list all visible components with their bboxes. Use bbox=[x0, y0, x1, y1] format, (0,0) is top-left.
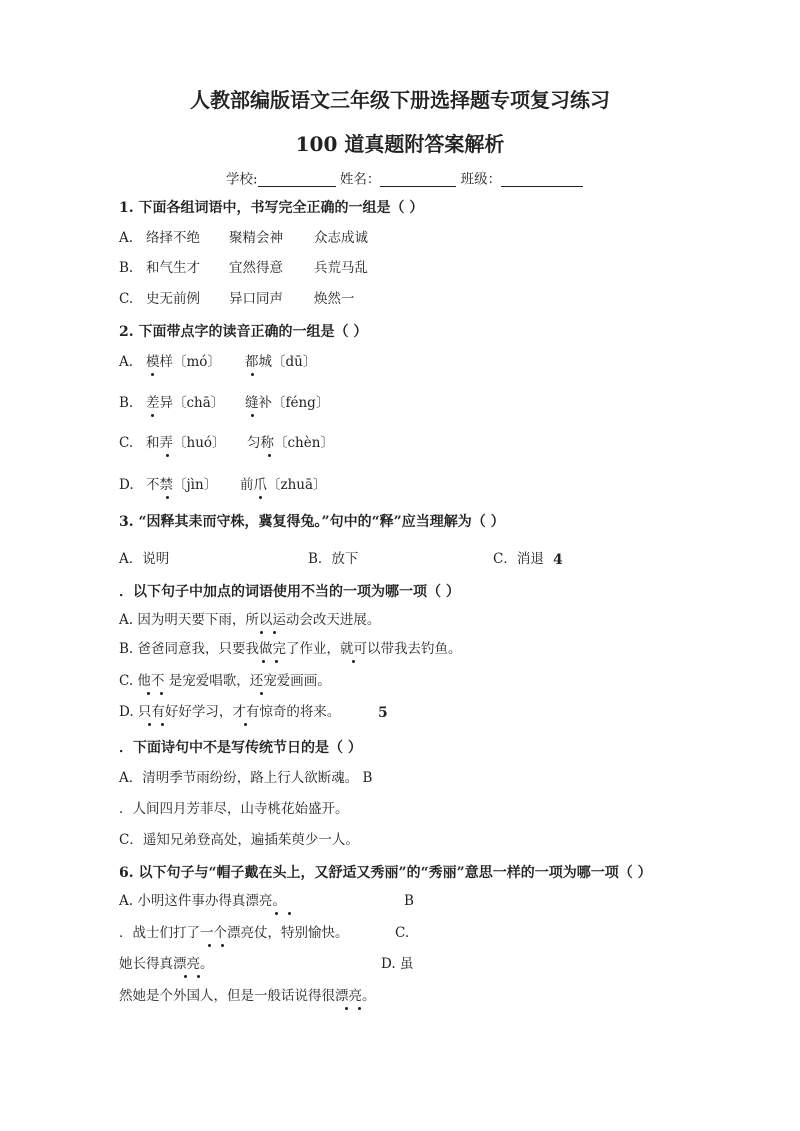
question-5-option-b: ．人间四月芳菲尽，山寺桃花始盛开。 bbox=[119, 801, 349, 817]
question-6-label-b: B bbox=[404, 893, 414, 909]
question-3-stem: 3. “因释其耒而守株，冀复得兔。”句中的“释”应当理解为（ ） bbox=[119, 514, 505, 530]
question-3-option-c: C．消退 bbox=[493, 551, 544, 567]
page-title: 人教部编版语文三年级下册选择题专项复习练习 bbox=[190, 88, 610, 112]
emphasis-dot bbox=[259, 496, 262, 499]
question-4-number: 4 bbox=[553, 552, 563, 568]
emphasis-dot bbox=[160, 692, 163, 695]
question-4-option-b: B. 爸爸同意我，只要我做完了作业，就可以带我去钓鱼。 bbox=[119, 641, 462, 657]
name-label: 姓名： bbox=[339, 171, 381, 188]
emphasis-dot bbox=[151, 373, 154, 376]
question-1-stem: 1. 下面各组词语中，书写完全正确的一组是（ ） bbox=[119, 200, 424, 216]
question-4-option-c: C. 他不 是宠爱唱歌，还宠爱画画。 bbox=[119, 673, 331, 689]
question-5-option-a: A．清明季节雨纷纷，路上行人欲断魂。 B bbox=[119, 770, 373, 786]
question-5-stem: ．下面诗句中不是写传统节日的是（ ） bbox=[119, 740, 362, 756]
school-label: 学校: bbox=[226, 171, 258, 188]
emphasis-dot bbox=[197, 975, 200, 978]
emphasis-dot bbox=[273, 631, 276, 634]
question-4-option-a: A. 因为明天要下雨，所以运动会改天进展。 bbox=[119, 612, 381, 628]
school-field[interactable] bbox=[258, 172, 336, 187]
emphasis-dot bbox=[275, 660, 278, 663]
question-6-option-d: 然她是个外国人，但是一般话说得很漂亮。 bbox=[119, 988, 376, 1004]
question-4-option-d: D. 只有好好学习，才有惊奇的将来。 bbox=[119, 704, 341, 720]
emphasis-dot bbox=[251, 414, 254, 417]
emphasis-dot bbox=[260, 692, 263, 695]
question-5-number: 5 bbox=[378, 705, 388, 721]
emphasis-dot bbox=[244, 723, 247, 726]
emphasis-dot bbox=[161, 723, 164, 726]
question-6-option-c: 她长得真漂亮。 bbox=[119, 956, 214, 972]
emphasis-dot bbox=[352, 660, 355, 663]
emphasis-dot bbox=[268, 454, 271, 457]
emphasis-dot bbox=[358, 1007, 361, 1010]
emphasis-dot bbox=[345, 1007, 348, 1010]
emphasis-dot bbox=[275, 912, 278, 915]
emphasis-dot bbox=[151, 414, 154, 417]
question-4-stem: ．以下句子中加点的词语使用不当的一项为哪一项（ ） bbox=[119, 584, 460, 600]
emphasis-dot bbox=[166, 496, 169, 499]
emphasis-dot bbox=[166, 454, 169, 457]
question-6-option-a: A. 小明这件事办得真漂亮。 bbox=[119, 893, 286, 909]
class-field[interactable] bbox=[501, 172, 583, 187]
question-6-stem: 6. 以下句子与“帽子戴在头上，又舒适又秀丽”的“秀丽”意思一样的一项为哪一项（ ） bbox=[119, 865, 652, 881]
info-line bbox=[226, 172, 583, 187]
class-label: 班级： bbox=[460, 171, 502, 188]
question-3-option-a: A．说明 bbox=[119, 551, 170, 567]
emphasis-dot bbox=[147, 692, 150, 695]
question-5-option-c: C．遥知兄弟登高处，遍插茱萸少一人。 bbox=[119, 832, 359, 848]
question-6-label-d: D. 虽 bbox=[381, 956, 414, 972]
emphasis-dot bbox=[208, 944, 211, 947]
name-field[interactable] bbox=[380, 172, 456, 187]
emphasis-dot bbox=[288, 912, 291, 915]
emphasis-dot bbox=[251, 373, 254, 376]
emphasis-dot bbox=[184, 975, 187, 978]
question-2-stem: 2. 下面带点字的读音正确的一组是（ ） bbox=[119, 324, 368, 340]
emphasis-dot bbox=[260, 631, 263, 634]
page-subtitle: 100 道真题附答案解析 bbox=[295, 132, 505, 156]
emphasis-dot bbox=[221, 944, 224, 947]
emphasis-dot bbox=[262, 660, 265, 663]
question-6-label-c: C. bbox=[395, 925, 410, 941]
question-6-option-b: ．战士们打了一个漂亮仗，特别愉快。 bbox=[119, 925, 349, 941]
question-3-option-b: B．放下 bbox=[308, 551, 359, 567]
emphasis-dot bbox=[148, 723, 151, 726]
